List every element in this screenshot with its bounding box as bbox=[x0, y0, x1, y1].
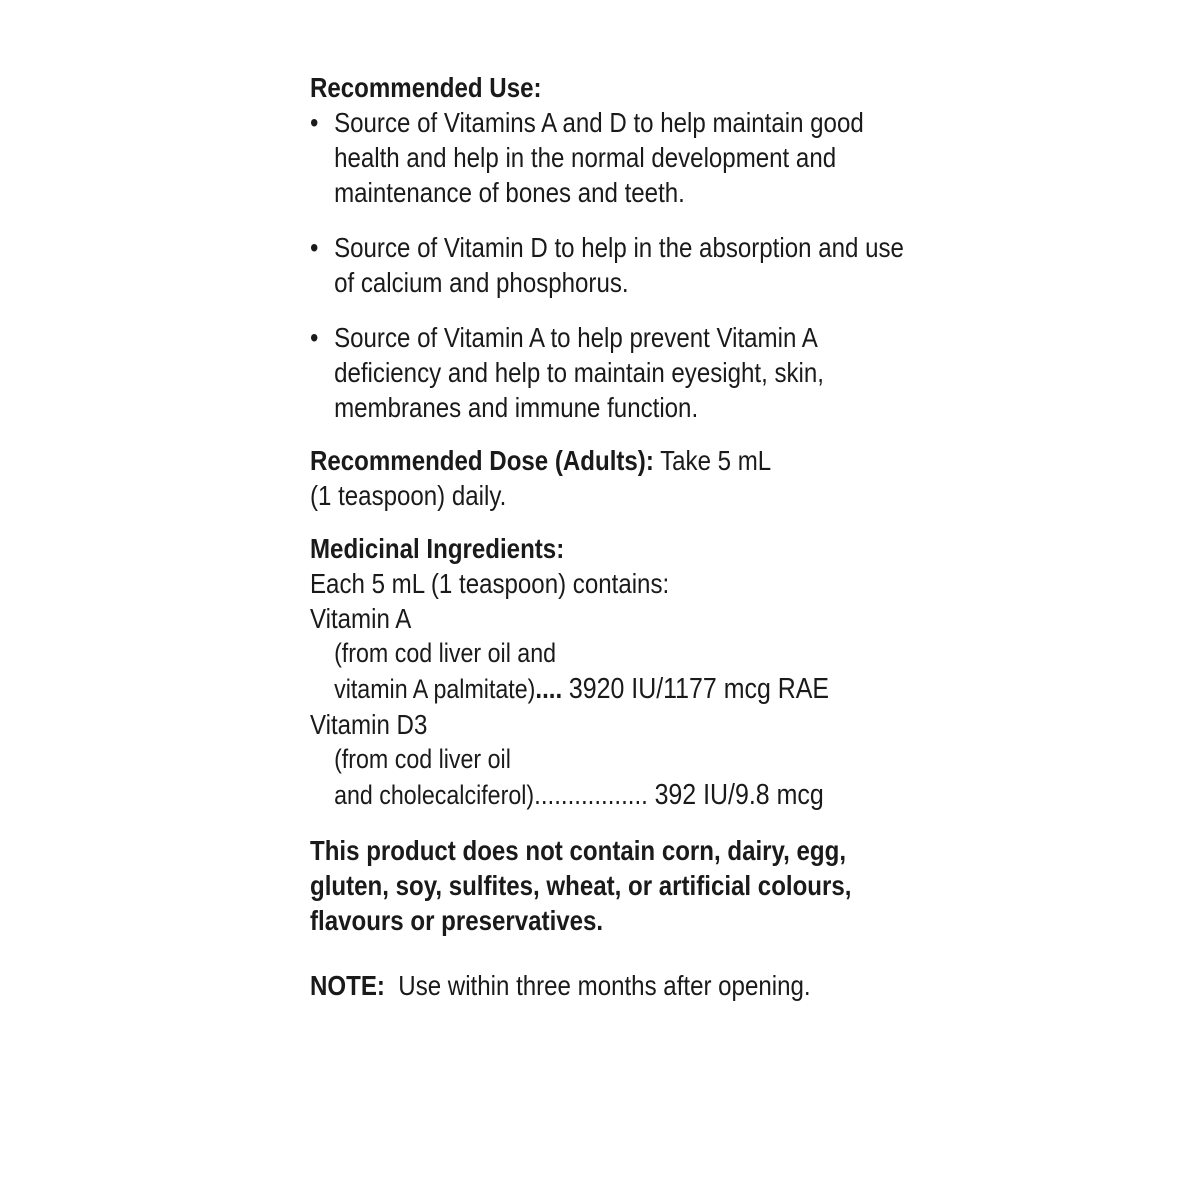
bullet-icon: • bbox=[310, 107, 319, 138]
ingredient-source-2: vitamin A palmitate) bbox=[334, 674, 536, 704]
ingredient-leader: .... bbox=[535, 673, 563, 704]
bullet-icon: • bbox=[310, 232, 319, 263]
list-item bbox=[310, 105, 912, 210]
note bbox=[310, 968, 912, 1003]
medicinal-ingredients-intro: Each 5 mL (1 teaspoon) contains: bbox=[310, 568, 670, 599]
list-item bbox=[310, 230, 912, 300]
ingredient-source-2: and cholecalciferol) bbox=[334, 780, 535, 810]
medicinal-ingredients bbox=[310, 531, 912, 813]
bullet-icon: • bbox=[310, 322, 319, 353]
label-panel bbox=[310, 70, 912, 1003]
recommended-use-heading: Recommended Use: bbox=[310, 72, 542, 103]
recommended-use-text: Source of Vitamin D to help in the absorption and use of calcium and phosphorus. bbox=[334, 232, 904, 298]
recommended-dose-text: Take 5 mL bbox=[660, 445, 772, 476]
ingredient-source: (from cod liver oil bbox=[334, 744, 511, 774]
ingredient-amount: 3920 IU/1177 mcg RAE bbox=[568, 673, 830, 705]
recommended-dose bbox=[310, 443, 912, 513]
ingredient-name: Vitamin D3 bbox=[310, 709, 428, 740]
recommended-use-text: Source of Vitamins A and D to help maintain good health and help in the normal development and maintenance of bones and teeth. bbox=[334, 107, 864, 208]
recommended-dose-label: Recommended Dose (Adults): bbox=[310, 445, 654, 476]
ingredient-source: (from cod liver oil and bbox=[334, 638, 557, 668]
recommended-dose-text-2: (1 teaspoon) daily. bbox=[310, 480, 507, 511]
ingredient-source-amount bbox=[310, 671, 912, 707]
list-item bbox=[310, 320, 912, 425]
ingredient-name: Vitamin A bbox=[310, 603, 412, 634]
note-label: NOTE: bbox=[310, 970, 385, 1001]
ingredient-amount: 392 IU/9.8 mcg bbox=[654, 779, 824, 811]
medicinal-ingredients-heading: Medicinal Ingredients: bbox=[310, 533, 565, 564]
recommended-use-list bbox=[310, 105, 912, 425]
ingredient-source-amount bbox=[310, 777, 912, 813]
note-text: Use within three months after opening. bbox=[398, 970, 811, 1001]
ingredient-leader: ................. bbox=[534, 779, 648, 810]
recommended-use-text: Source of Vitamin A to help prevent Vitamin A deficiency and help to maintain eyesight, skin, membranes and immune function. bbox=[334, 322, 824, 423]
allergen-statement: This product does not contain corn, dairy, egg, gluten, soy, sulfites, wheat, or artificial colours, flavours or preservatives. bbox=[310, 835, 852, 936]
